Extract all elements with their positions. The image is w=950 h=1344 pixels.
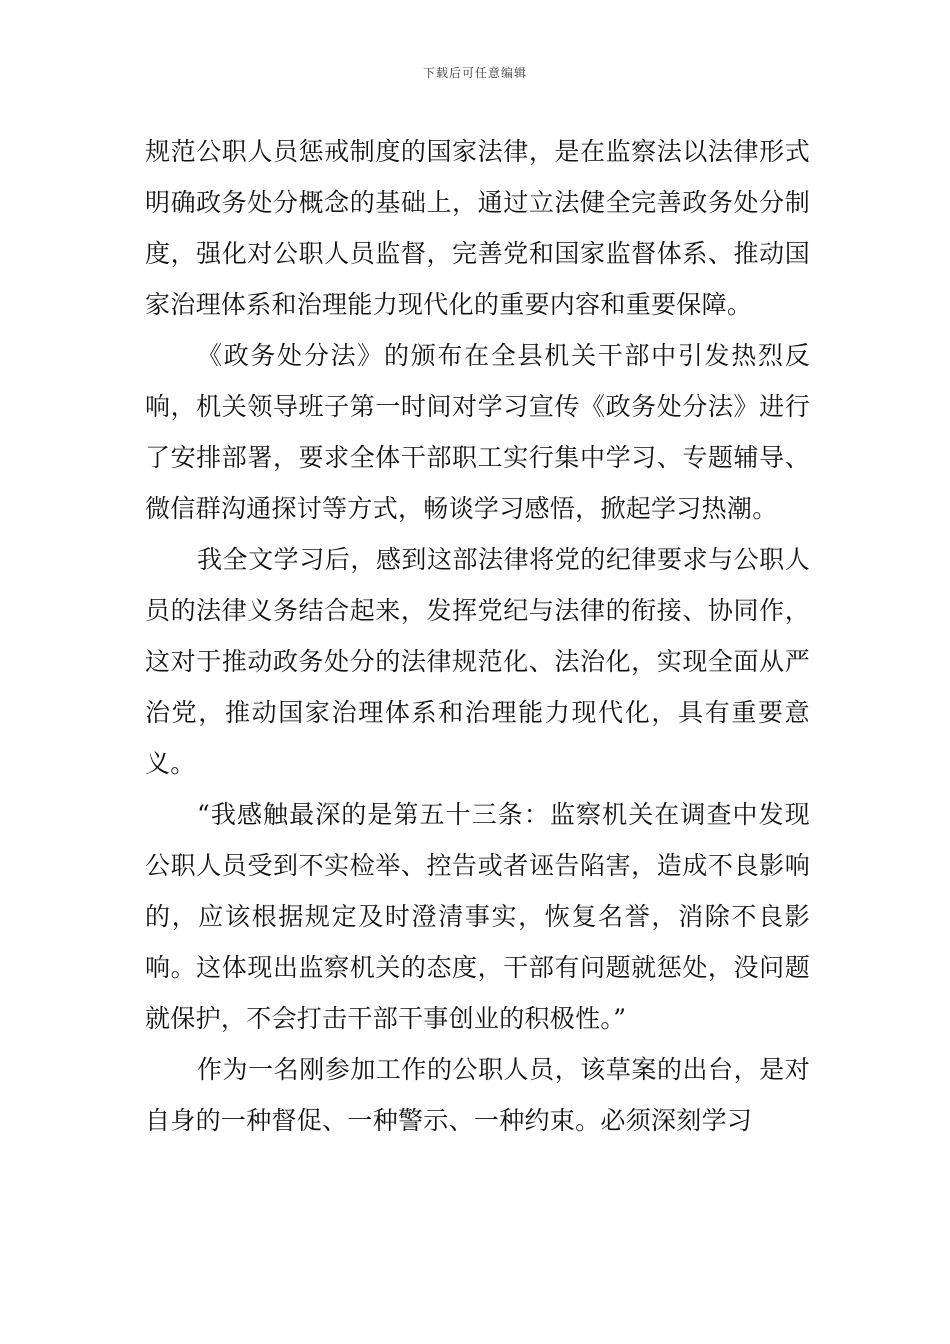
paragraph-4: “我感触最深的是第五十三条：监察机关在调查中发现公职人员受到不实检举、控告或者诬告陷害，造成不良影响的，应该根据规定及时澄清事实，恢复名誉，消除不良影响。这体现出监察机关的态度，干部有问题就惩处，没问题就保护，不会打击干部干事创业的积极性。”: [145, 800, 810, 1033]
paragraph-1: 规范公职人员惩戒制度的国家法律，是在监察法以法律形式明确政务处分概念的基础上，通过立法健全完善政务处分制度，强化对公职人员监督，完善党和国家监督体系、推动国家治理体系和治理能力现代化的重要内容和重要保障。: [145, 137, 810, 319]
paragraph-2: 《政务处分法》的颁布在全县机关干部中引发热烈反响，机关领导班子第一时间对学习宣传《政务处分法》进行了安排部署，要求全体干部职工实行集中学习、专题辅导、微信群沟通探讨等方式，畅谈学习感悟，掀起学习热潮。: [145, 341, 810, 523]
paragraph-5: 作为一名刚参加工作的公职人员，该草案的出台，是对自身的一种督促、一种警示、一种约束。必须深刻学习: [145, 1055, 810, 1135]
paragraph-3: 我全文学习后，感到这部法律将党的纪律要求与公职人员的法律义务结合起来，发挥党纪与法律的衔接、协同作，这对于推动政务处分的法律规范化、法治化，实现全面从严治党，推动国家治理体系和治理能力现代化，具有重要意义。: [145, 545, 810, 778]
document-body: [145, 126, 810, 1146]
page-header: 下载后可任意编辑: [422, 66, 527, 80]
